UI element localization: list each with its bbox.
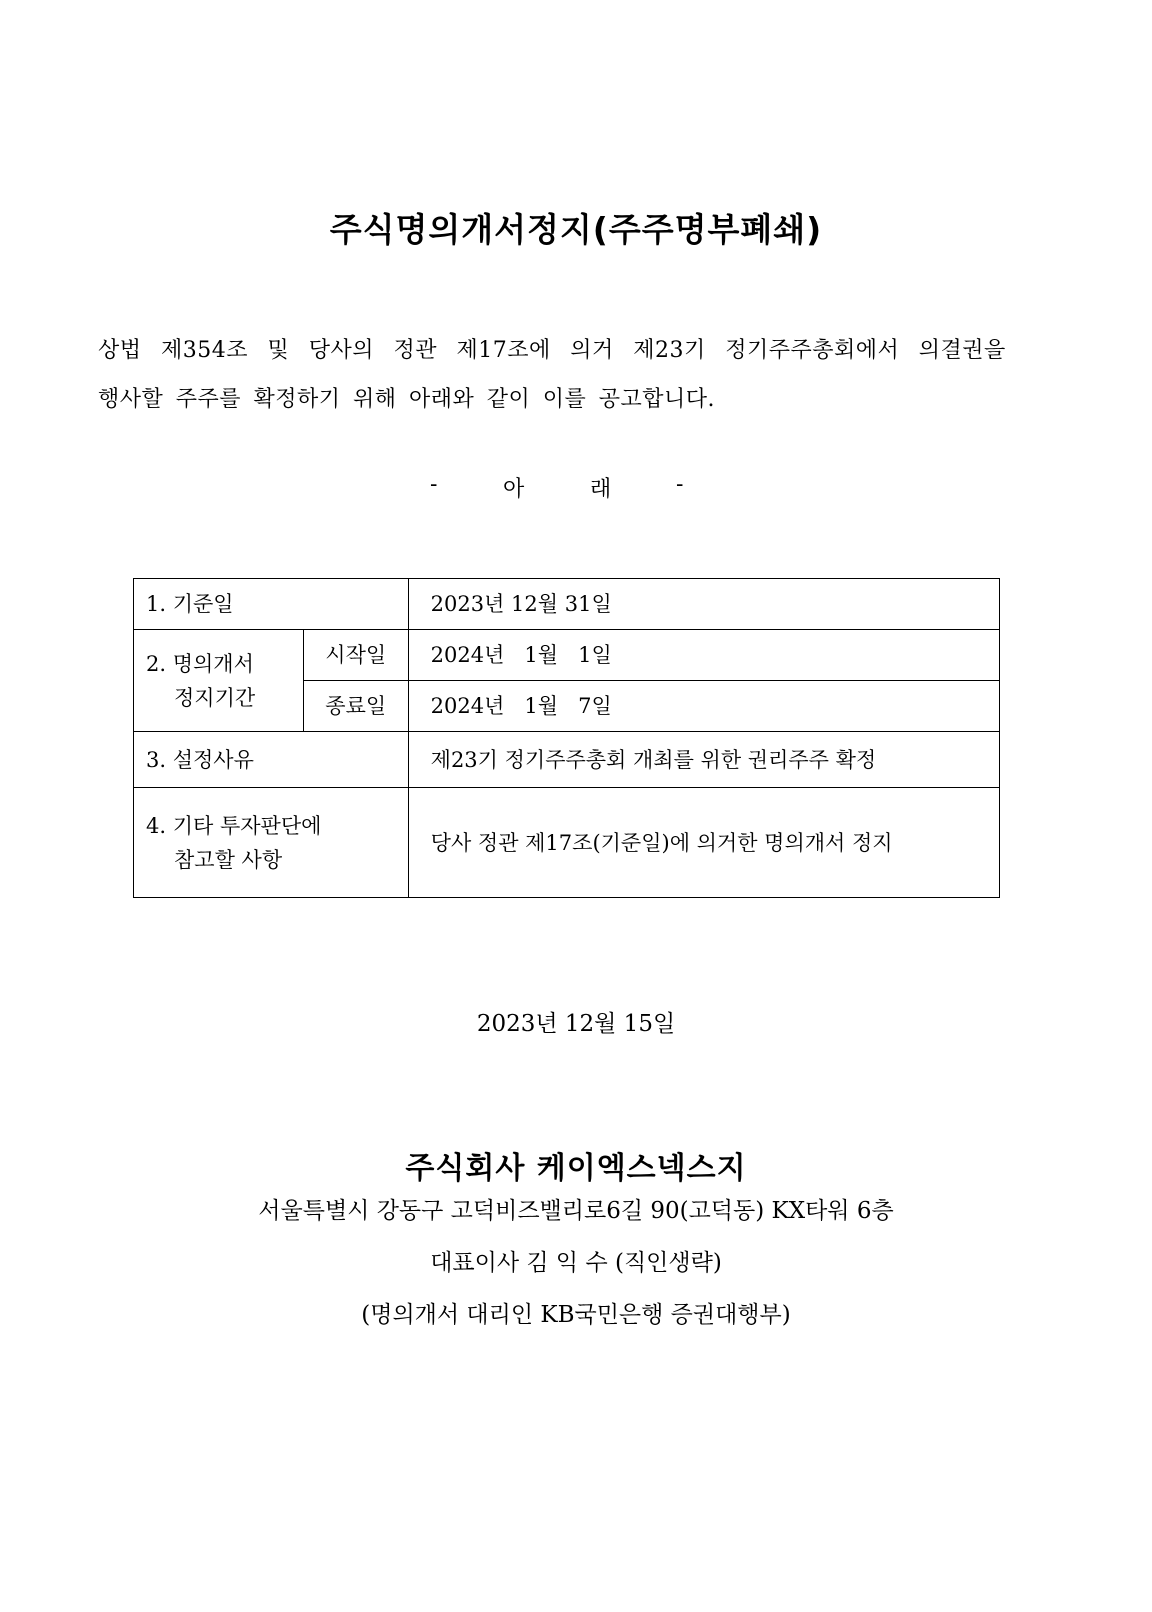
row3-label: 3. 설정사유: [134, 732, 409, 788]
table-row: [134, 579, 1000, 630]
row2-end-label: 종료일: [303, 681, 408, 732]
row4-label-line2: 참고할 사항: [174, 847, 283, 872]
below-dash-left: -: [430, 472, 438, 497]
table-row: [134, 788, 1000, 898]
row2-start-label: 시작일: [303, 630, 408, 681]
below-heading: [0, 472, 1152, 512]
row2-label-line2: 정지기간: [174, 685, 256, 710]
row1-value: 2023년 12월 31일: [408, 579, 999, 630]
table-row: [134, 630, 1000, 681]
notice-date: 2023년 12월 15일: [476, 1011, 676, 1037]
table-row: [134, 732, 1000, 788]
row4-label-line1: 4. 기타 투자판단에: [146, 813, 322, 838]
notice-table: [133, 578, 1000, 898]
below-char-1: 아: [503, 477, 525, 502]
row2-label-line1: 2. 명의개서: [146, 651, 254, 676]
representative-line: 대표이사 김 익 수 (직인생략): [430, 1250, 722, 1276]
company-address: 서울특별시 강동구 고덕비즈밸리로6길 90(고덕동) KX타워 6층: [258, 1198, 894, 1224]
below-char-2: 래: [590, 477, 612, 502]
intro-line-2: 행사할 주주를 확정하기 위해 아래와 같이 이를 공고합니다.: [98, 387, 715, 412]
document-title: 주식명의개서정지(주주명부폐쇄): [329, 210, 823, 249]
row3-value: 제23기 정기주주총회 개최를 위한 권리주주 확정: [408, 732, 999, 788]
row1-label: 1. 기준일: [134, 579, 409, 630]
transfer-agent-line: (명의개서 대리인 KB국민은행 증권대행부): [361, 1302, 791, 1328]
row2-end-value: 2024년 1월 7일: [408, 681, 999, 732]
row4-label: [134, 788, 409, 898]
intro-line-1: 상법 제354조 및 당사의 정관 제17조에 의거 제23기 정기주주총회에서 의결권을: [98, 338, 1006, 363]
row2-label: [134, 630, 304, 732]
below-dash-right: -: [676, 472, 684, 497]
intro-paragraph: [98, 326, 1048, 424]
row2-start-value: 2024년 1월 1일: [408, 630, 999, 681]
row4-value: 당사 정관 제17조(기준일)에 의거한 명의개서 정지: [408, 788, 999, 898]
company-name: 주식회사 케이엑스넥스지: [405, 1151, 747, 1186]
